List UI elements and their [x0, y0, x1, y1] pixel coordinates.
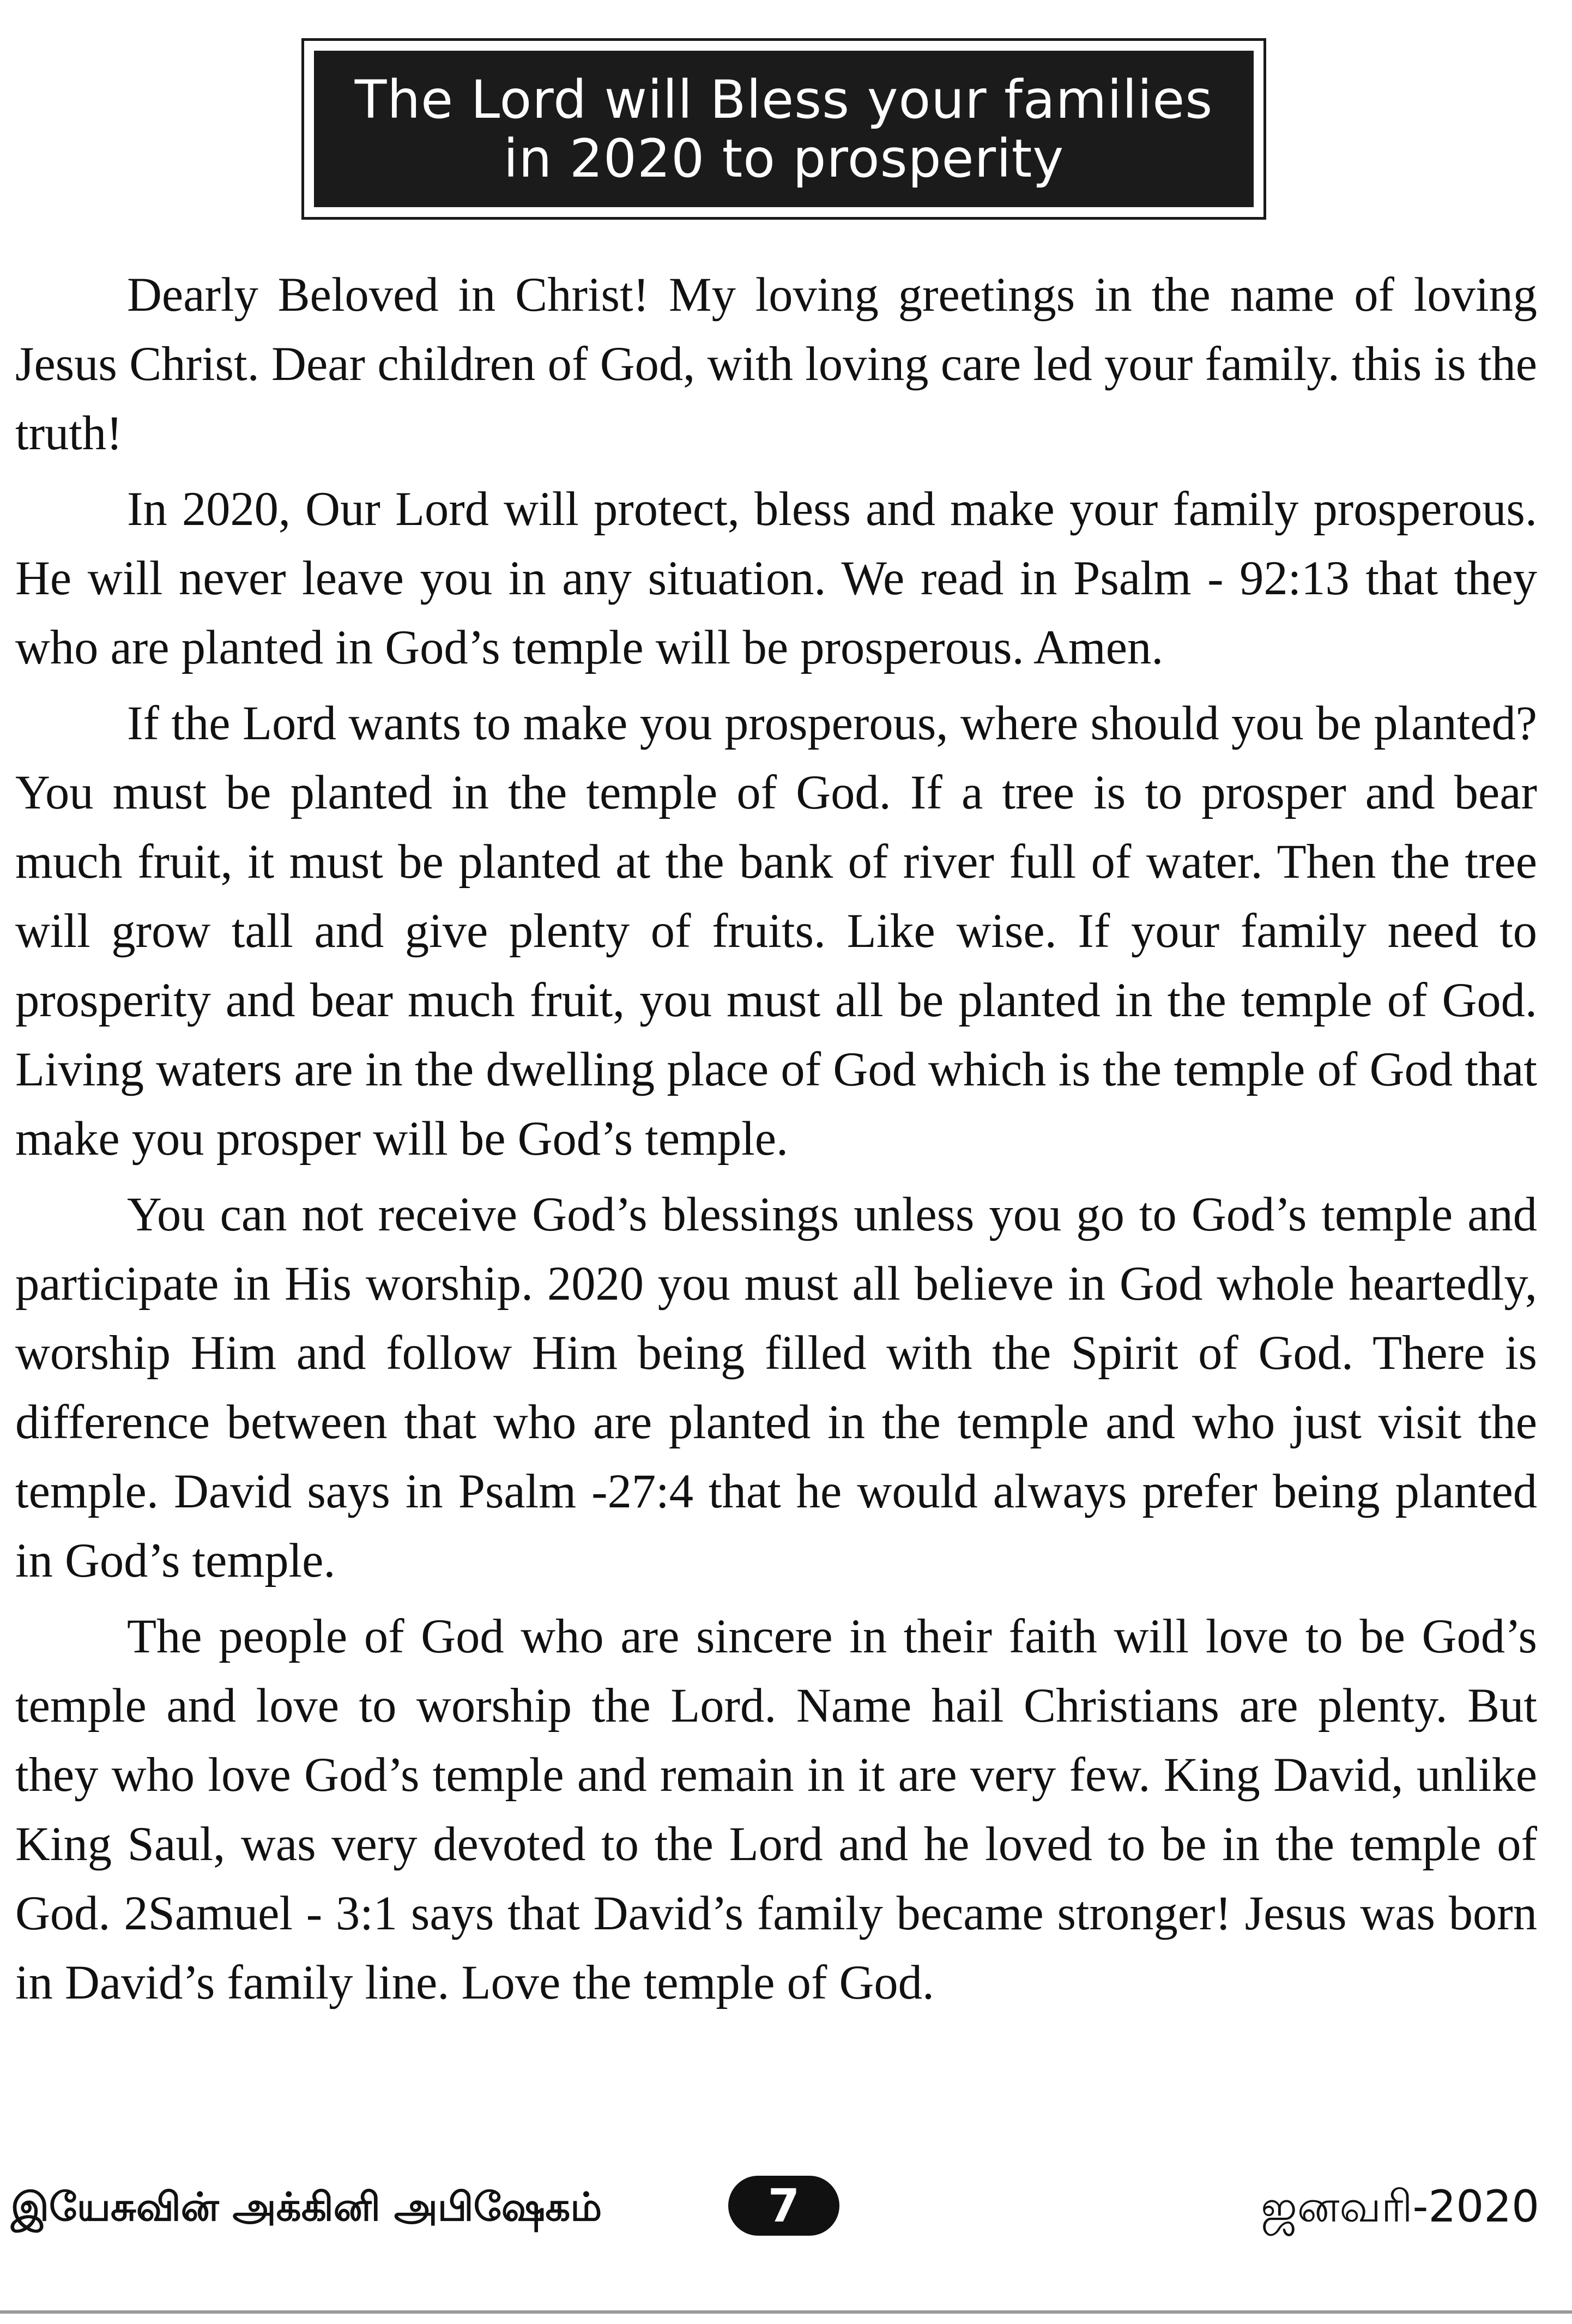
article-paragraph: Dearly Beloved in Christ! My loving greetings in the name of loving Jesus Christ. Dear children of God, with loving care led your family. this is the truth! — [15, 268, 1537, 460]
page-title-line-1: The Lord will Bless your families — [354, 69, 1213, 130]
article-paragraph: The people of God who are sincere in their faith will love to be God’s temple and love to worship the Lord. Name hail Christians are plenty. But they who love God’s temple and remain in it are very few. King David, unlike King Saul, was very devoted to the Lord and he loved to be in the temple of God. 2Samuel - 3:1 says that David’s family became stronger! Jesus was born in David’s family line. Love the temple of God. — [15, 1610, 1537, 2009]
bottom-divider — [0, 2310, 1572, 2314]
article-paragraph: In 2020, Our Lord will protect, bless and make your family prosperous. He will never leave you in any situation. We read in Psalm - 92:13 that they who are planted in God’s temple will be prosperous. Amen. — [15, 482, 1537, 674]
article-paragraph: If the Lord wants to make you prosperous, where should you be planted? You must be planted in the temple of God. If a tree is to prosper and bear much fruit, it must be planted at the bank of river full of water. Then the tree will grow tall and give plenty of fruits. Like wise. If your family need to prosperity and bear much fruit, you must all be planted in the temple of God. Living waters are in the dwelling place of God which is the temple of God that make you prosper will be God’s temple. — [15, 697, 1537, 1166]
title-banner — [301, 38, 1266, 220]
article-body — [15, 261, 1537, 2024]
page-title-line-2: in 2020 to prosperity — [503, 128, 1065, 189]
page-number-badge — [728, 2176, 839, 2236]
issue-date: ஜனவரி-2020 — [1261, 2181, 1539, 2232]
article-paragraph: You can not receive God’s blessings unless you go to God’s temple and participate in His worship. 2020 you must all believe in God whole heartedly, worship Him and follow Him being filled with the Spirit of God. There is difference between that who are planted in the temple and who just visit the temple. David says in Psalm -27:4 that he would always prefer being planted in God’s temple. — [15, 1188, 1537, 1587]
page-footer — [11, 2172, 1539, 2241]
page-number: 7 — [767, 2179, 800, 2232]
magazine-name: இயேசுவின் அக்கினி அபிஷேகம் — [11, 2184, 602, 2230]
title-banner-inner — [314, 51, 1254, 207]
